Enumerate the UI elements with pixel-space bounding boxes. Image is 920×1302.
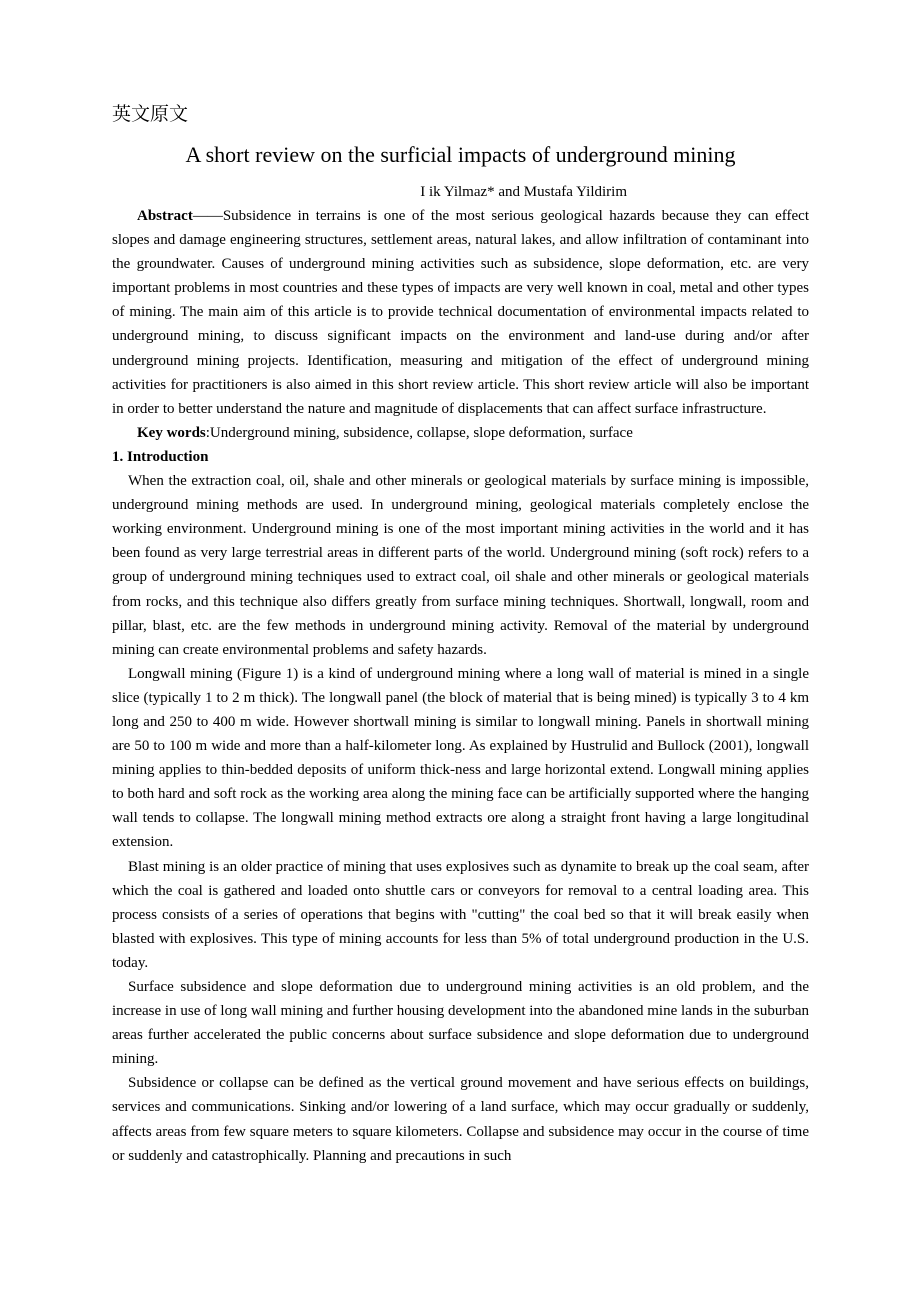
intro-paragraph-5: Subsidence or collapse can be defined as the vertical ground movement and have serious effects on buildings, services and communications. Sinking and/or lowering of a land surface, which may occur gradually or suddenly, affects areas from few square meters to square kilometers. Collapse and subsidence may occur in the course of time or suddenly and catastrophically. Planning and precautions in such [112, 1075, 809, 1164]
paper-title: A short review on the surficial impacts of underground mining [185, 142, 736, 167]
intro-paragraph-2: Longwall mining (Figure 1) is a kind of underground mining where a long wall of material is mined in a single slice (typically 1 to 2 m thick). The longwall panel (the block of material that is being mined) is typically 3 to 4 km long and 250 to 400 m wide. However shortwall mining is similar to longwall mining. Panels in shortwall mining are 50 to 100 m wide and more than a half-kilometer long. As explained by Hustrulid and Bullock (2001), longwall mining applies to thin-bedded deposits of uniform thick-ness and large horizontal extend. Longwall mining applies to both hard and soft rock as the working area along the mining face can be artificially supported where the hanging wall tends to collapse. The longwall mining method extracts ore along a straight front having a large longitudinal extension. [112, 665, 809, 851]
authors: I ik Yilmaz* and Mustafa Yildirim [420, 184, 627, 200]
abstract-paragraph [112, 204, 809, 421]
section-label: 英文原文 [112, 103, 189, 125]
abstract-label: Abstract [137, 208, 193, 224]
paper-body [112, 204, 809, 1168]
intro-paragraph-3: Blast mining is an older practice of mining that uses explosives such as dynamite to break up the coal seam, after which the coal is gathered and loaded onto shuttle cars or conveyors for removal to a central loading area. This process consists of a series of operations that begins with "cutting" the coal bed so that it will break easily when blasted with explosives. This type of mining accounts for less than 5% of total underground production in the U.S. today. [112, 858, 809, 971]
keywords-paragraph [112, 421, 809, 445]
intro-paragraph-1: When the extraction coal, oil, shale and other minerals or geological materials by surface mining is impossible, underground mining methods are used. In underground mining, geological materials completely enclose the working environment. Underground mining is one of the most important mining activities in the world and it has been found as very large terrestrial areas in different parts of the world. Underground mining (soft rock) refers to a group of underground mining techniques used to extract coal, oil shale and other minerals or geological materials from rocks, and this technique also differs greatly from surface mining techniques. Shortwall, longwall, room and pillar, blast, etc. are the few methods in underground mining activity. Removal of the material by underground mining can create environmental problems and safety hazards. [112, 473, 809, 658]
intro-paragraph-4: Surface subsidence and slope deformation due to underground mining activities is an old problem, and the increase in use of long wall mining and further housing development into the abandoned mine lands in the suburban areas further accelerated the public concerns about surface subsidence and slope deformation due to underground mining. [112, 979, 809, 1068]
abstract-dash: —— [192, 208, 223, 224]
section-heading-introduction: 1. Introduction [112, 448, 209, 465]
keywords-text: :Underground mining, subsidence, collapse, slope deformation, surface [205, 424, 633, 441]
keywords-label: Key words [137, 424, 206, 441]
abstract-text: Subsidence in terrains is one of the most serious geological hazards because they can effect slopes and damage engineering structures, settlement areas, natural lakes, and allow infiltration of contaminant into the groundwater. Causes of underground mining activities such as subsidence, slope deformation, etc. are very important problems in most countries and these types of impacts are very well known in coal, metal and other types of mining. The main aim of this article is to provide technical documentation of environmental impacts related to underground mining, to discuss significant impacts on the environment and land-use during and/or after underground mining projects. Identification, measuring and mitigation of the effect of underground mining activities for practitioners is also aimed in this short review article. This short review article will also be important in order to better understand the nature and magnitude of displacements that can affect surface infrastructure. [112, 208, 809, 417]
